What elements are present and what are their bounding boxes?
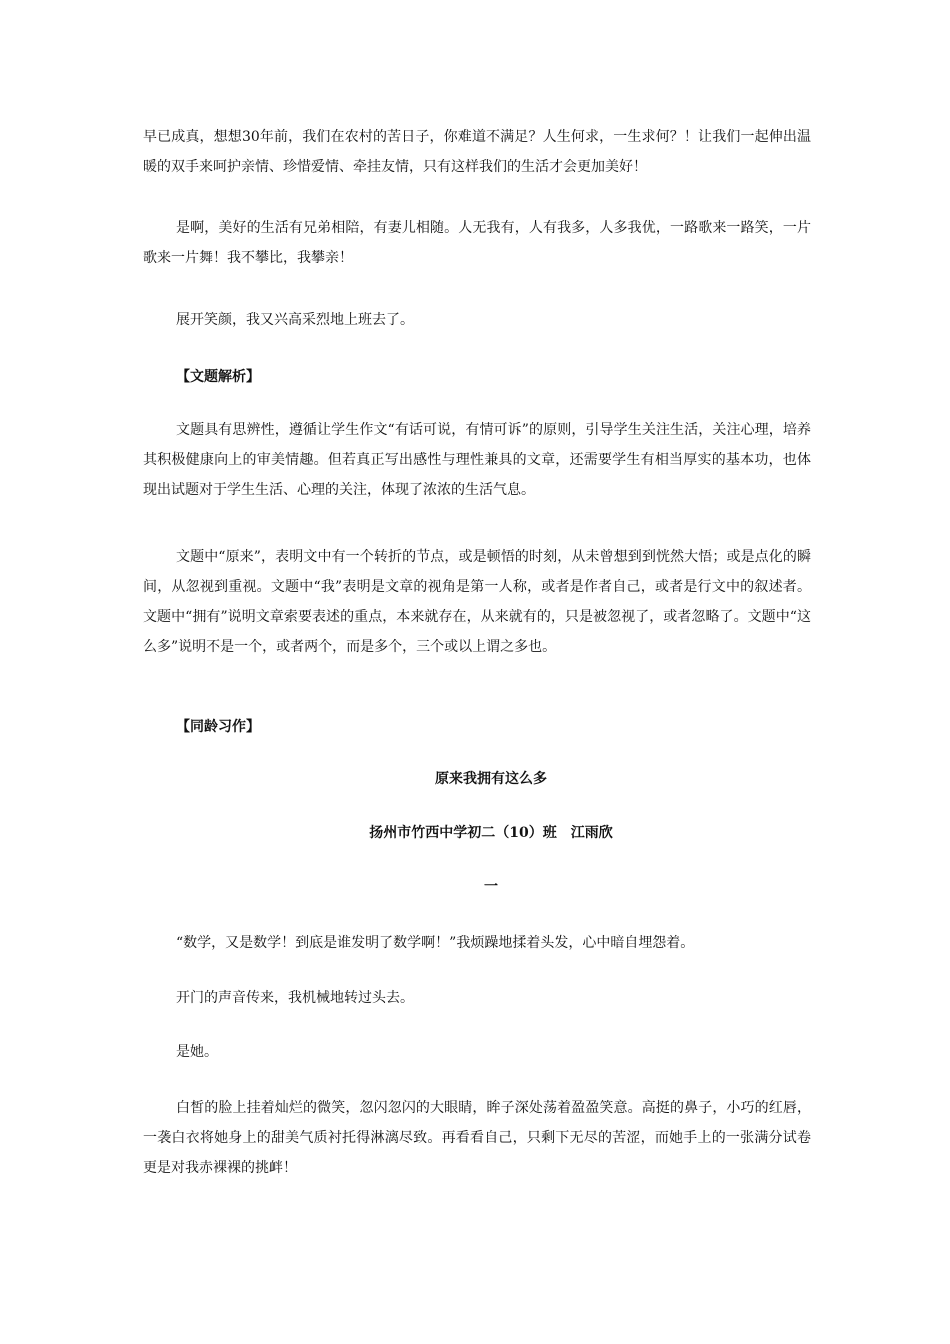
paragraph-essay-math: “数学，又是数学！到底是谁发明了数学啊！”我烦躁地揉着头发，心中暗自埋怨着。 [176, 935, 695, 951]
paragraph-essay-door: 开门的声音传来，我机械地转过头去。 [176, 990, 414, 1006]
paragraph-essay-her: 是她。 [176, 1044, 218, 1060]
paragraph-good-life: 是啊，美好的生活有兄弟相陪，有妻儿相随。人无我有，人有我多，人多我优，一路歌来一路笑，一片歌来一片舞！我不攀比，我攀亲！ [143, 220, 811, 266]
paragraph-analysis-1: 文题具有思辨性，遵循让学生作文“有话可说，有情可诉”的原则，引导学生关注生活，关注心理，培养其积极健康向上的审美情趣。但若真正写出感性与理性兼具的文章，还需要学生有相当厚实的基本功，也体现出试题对于学生生活、心理的关注，体现了浓浓的生活气息。 [143, 422, 811, 498]
heading-peer-writing: 【同龄习作】 [176, 719, 260, 735]
paragraph-essay-description: 白皙的脸上挂着灿烂的微笑，忽闪忽闪的大眼睛，眸子深处荡着盈盈笑意。高挺的鼻子，小巧的红唇，一袭白衣将她身上的甜美气质衬托得淋漓尽致。再看看自己，只剩下无尽的苦涩，而她手上的一张满分试卷更是对我赤裸裸的挑衅！ [143, 1100, 811, 1176]
paragraph-go-to-work: 展开笑颜，我又兴高采烈地上班去了。 [176, 312, 414, 328]
paragraph-intro-ending: 早已成真，想想30年前，我们在农村的苦日子，你难道不满足？人生何求，一生求何？！让我们一起伸出温暖的双手来呵护亲情、珍惜爱情、牵挂友情，只有这样我们的生活才会更加美好！ [143, 129, 811, 175]
paragraph-analysis-2: 文题中“原来”，表明文中有一个转折的节点，或是顿悟的时刻，从未曾想到到恍然大悟；或是点化的瞬间，从忽视到重视。文题中“我”表明是文章的视角是第一人称，或者是作者自己，或者是行文中的叙述者。文题中“拥有”说明文章索要表述的重点，本来就存在，从来就有的，只是被忽视了，或者忽略了。文题中“这么多”说明不是一个，或者两个，而是多个，三个或以上谓之多也。 [143, 549, 811, 655]
heading-topic-analysis: 【文题解析】 [176, 369, 260, 385]
essay-section-number: 一 [484, 879, 498, 895]
essay-author: 扬州市竹西中学初二（10）班 江雨欣 [369, 825, 613, 841]
essay-title: 原来我拥有这么多 [435, 771, 547, 787]
